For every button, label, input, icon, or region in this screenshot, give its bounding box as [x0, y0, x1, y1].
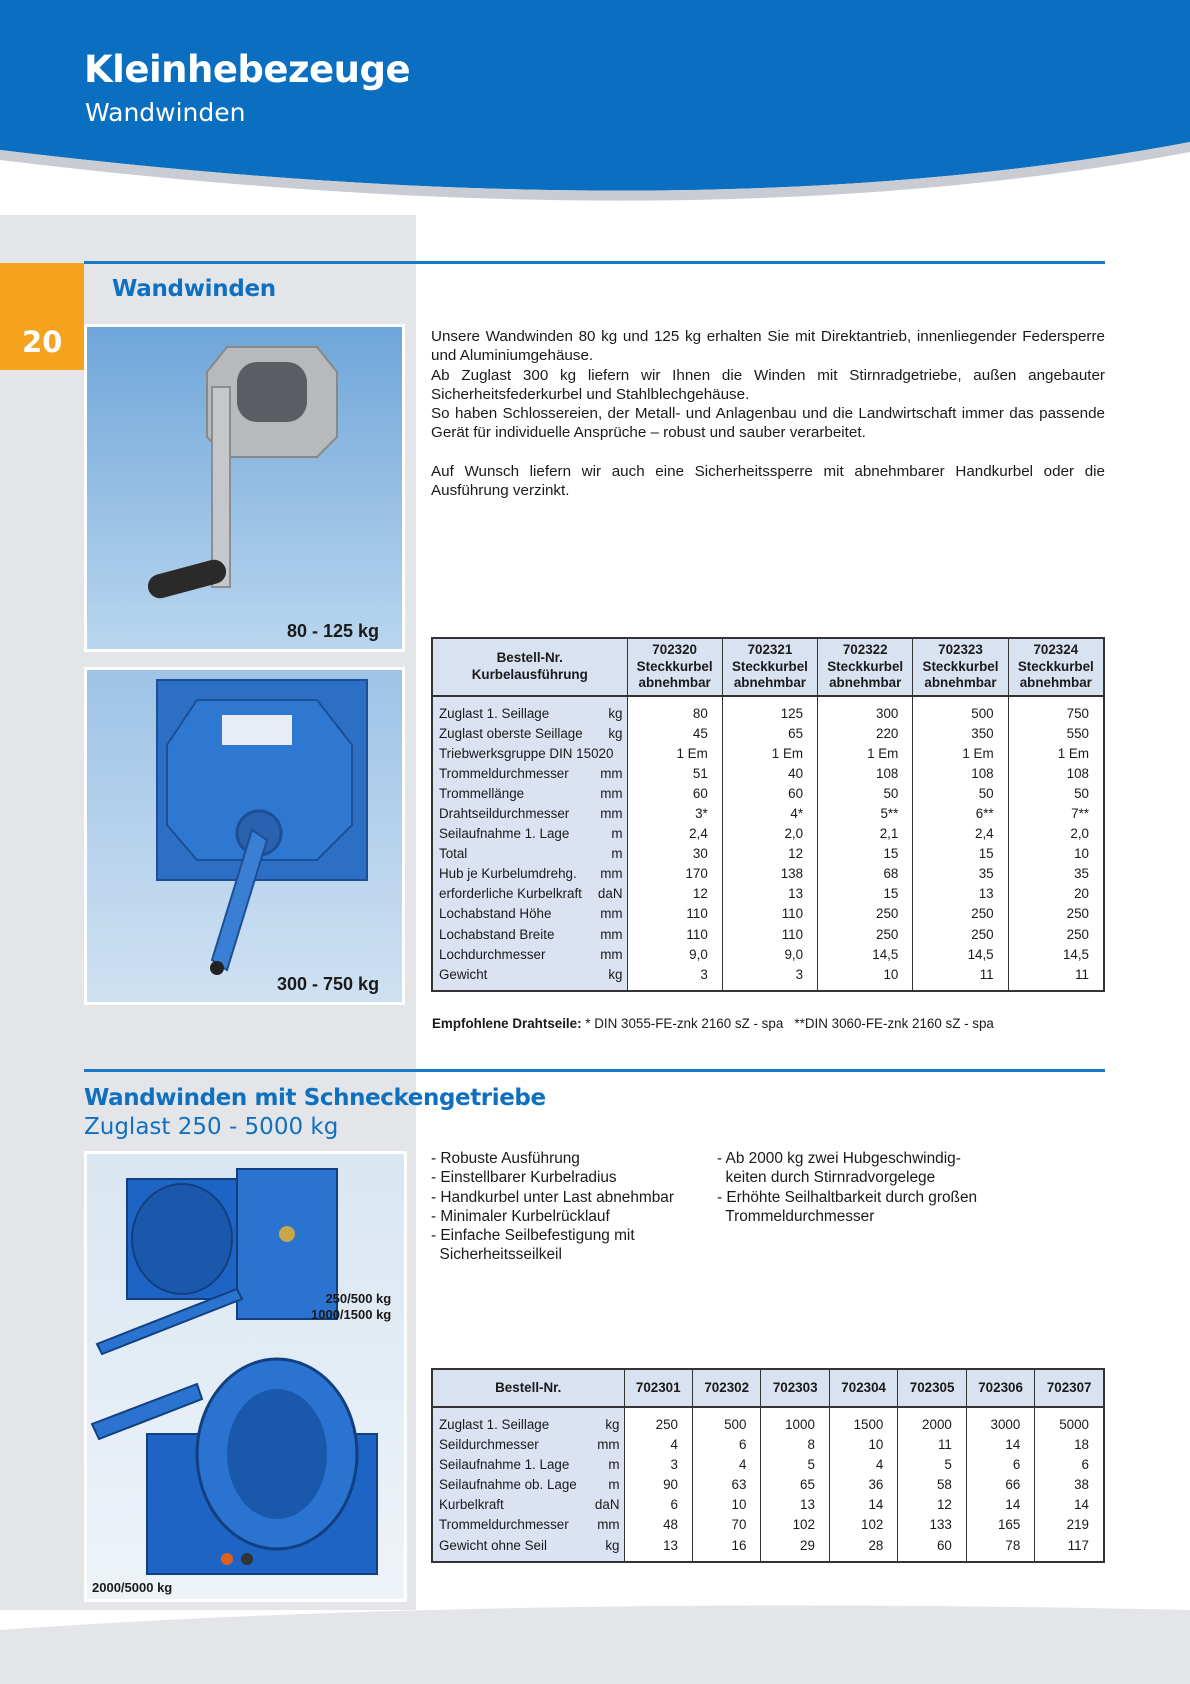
header-text: abnehmbar [1019, 675, 1092, 690]
row-label [432, 925, 627, 945]
row-label-text: Gewicht ohne Seil [439, 1537, 547, 1553]
table-cell: 250 [913, 925, 1008, 945]
table-row [432, 965, 1104, 985]
table-cell: 35 [913, 864, 1008, 884]
table-cell: 133 [898, 1515, 966, 1535]
table-header-cell: 702302 [692, 1369, 760, 1407]
row-unit: kg [608, 966, 623, 982]
table-cell: 108 [1008, 764, 1104, 784]
table-cell: 12 [898, 1495, 966, 1515]
table-row [432, 925, 1104, 945]
table-cell: 1 Em [1008, 744, 1104, 764]
table-cell: 4 [692, 1455, 760, 1475]
table-cell: 16 [692, 1536, 760, 1556]
table-header-cell: 702303 [761, 1369, 829, 1407]
row-unit: mm [600, 946, 623, 962]
row-label [432, 864, 627, 884]
table-cell: 15 [818, 884, 913, 904]
row-label-text: Seildurchmesser [439, 1437, 539, 1453]
header-text: 702321 [747, 642, 793, 657]
row-unit: daN [597, 886, 623, 902]
table-cell: 1 Em [818, 744, 913, 764]
row-label [432, 824, 627, 844]
table-cell: 58 [898, 1475, 966, 1495]
row-label [432, 1475, 624, 1495]
table-cell: 500 [913, 704, 1008, 724]
table-cell: 20 [1008, 884, 1104, 904]
product-photo-worm-winches [84, 1151, 407, 1602]
header-text: Steckkurbel [827, 658, 904, 674]
table-row [432, 724, 1104, 744]
row-label-text: Seilaufnahme ob. Lage [439, 1477, 577, 1493]
table-cell: 7** [1008, 804, 1104, 824]
feature-list-left [431, 1149, 674, 1265]
table-header-cell [722, 638, 817, 696]
row-label-text: Zuglast 1. Seillage [439, 1417, 550, 1432]
section-title-schnecken: Wandwinden mit Schneckengetriebe [84, 1085, 546, 1111]
header-text: Steckkurbel [636, 658, 713, 674]
header-text: Kurbelausführung [471, 666, 588, 682]
table-cell: 250 [624, 1415, 692, 1435]
row-label [432, 764, 627, 784]
intro-paragraph: Auf Wunsch liefern wir auch eine Sicherheitssperre mit abnehmbarer Handkurbel oder die Ausführung verzinkt. [431, 462, 1105, 500]
intro-paragraph: Unsere Wandwinden 80 kg und 125 kg erhalten Sie mit Direktantrieb, innenliegender Federsperre und Aluminiumgehäuse. [431, 328, 1105, 365]
table-cell: 60 [722, 784, 817, 804]
table-cell: 138 [722, 864, 817, 884]
table-cell: 12 [722, 844, 817, 864]
table-header-cell [818, 638, 913, 696]
table-row [432, 704, 1104, 724]
row-unit: m [608, 1457, 620, 1473]
table-cell: 30 [627, 844, 722, 864]
table-cell: 14 [829, 1495, 897, 1515]
table-cell: 60 [627, 784, 722, 804]
list-item: Trommeldurchmesser [717, 1207, 875, 1225]
table-cell: 3 [627, 965, 722, 985]
row-unit: mm [600, 805, 623, 821]
table-row [432, 784, 1104, 804]
header-text: 702322 [842, 642, 888, 657]
row-unit: mm [597, 1437, 620, 1453]
table-cell: 14 [1035, 1495, 1104, 1515]
recommend-label: Empfohlene Drahtseile: [432, 1016, 582, 1031]
product-photo-large-winch [84, 667, 405, 1005]
row-unit: mm [600, 926, 623, 942]
section-subtitle-zuglast: Zuglast 250 - 5000 kg [84, 1114, 339, 1140]
table-cell: 170 [627, 864, 722, 884]
page-number: 20 [22, 325, 63, 359]
table-cell: 117 [1035, 1536, 1104, 1556]
page-title: Kleinhebezeuge [84, 48, 411, 91]
table-cell: 250 [818, 925, 913, 945]
table-cell: 300 [818, 704, 913, 724]
table-cell: 5** [818, 804, 913, 824]
table-cell: 48 [624, 1515, 692, 1535]
table-header-row [432, 1369, 1104, 1407]
header-text: 702323 [938, 642, 983, 657]
table-row [432, 764, 1104, 784]
row-label-text: Kurbelkraft [439, 1497, 504, 1513]
table-header-label: Bestell-Nr. [432, 1369, 624, 1407]
table-cell: 6 [624, 1495, 692, 1515]
table-cell: 66 [966, 1475, 1034, 1495]
table-cell: 18 [1035, 1435, 1104, 1455]
table-cell: 50 [1008, 784, 1104, 804]
small-winch-image [87, 327, 402, 649]
row-label-text: Trommellänge [439, 785, 525, 801]
header-text: 702320 [652, 642, 697, 657]
row-label-text: Drahtseildurchmesser [439, 805, 570, 821]
row-label-text: Hub je Kurbelumdrehg. [439, 866, 577, 882]
table-row [432, 804, 1104, 824]
table-cell: 9,0 [722, 945, 817, 965]
row-unit: kg [608, 725, 623, 741]
table-cell: 45 [627, 724, 722, 744]
table-cell: 5 [761, 1455, 829, 1475]
table-cell: 11 [913, 965, 1008, 985]
table-cell: 29 [761, 1536, 829, 1556]
table-header-cell: 702305 [898, 1369, 966, 1407]
row-label-text: Seilaufnahme 1. Lage [439, 1457, 570, 1473]
table-cell: 2,4 [627, 824, 722, 844]
section-divider [84, 261, 1105, 264]
row-unit: kg [605, 1537, 620, 1553]
product-photo-small-winch [84, 324, 405, 652]
row-unit: kg [608, 705, 623, 721]
list-item: - Einfache Seilbefestigung mit [431, 1227, 635, 1245]
table-cell: 165 [966, 1515, 1034, 1535]
table-cell: 3 [722, 965, 817, 985]
table-cell: 10 [1008, 844, 1104, 864]
table-cell: 4 [829, 1455, 897, 1475]
row-unit: mm [600, 866, 623, 882]
row-label [432, 784, 627, 804]
row-unit: kg [605, 1417, 620, 1432]
table-row [432, 864, 1104, 884]
spec-table-schnecken [431, 1368, 1105, 1563]
table-header-label [432, 638, 627, 696]
row-label [432, 804, 627, 824]
table-cell: 38 [1035, 1475, 1104, 1495]
row-label [432, 1536, 624, 1556]
row-label-text: Trommeldurchmesser [439, 765, 569, 781]
table-cell: 14,5 [1008, 945, 1104, 965]
row-label [432, 1435, 624, 1455]
table-cell: 10 [829, 1435, 897, 1455]
photo-label-1000: 1000/1500 kg [311, 1307, 392, 1322]
table-row [432, 884, 1104, 904]
table-cell: 219 [1035, 1515, 1104, 1535]
table-cell: 60 [898, 1536, 966, 1556]
table-cell: 125 [722, 704, 817, 724]
header-text: Bestell-Nr. [496, 650, 563, 666]
page-subtitle: Wandwinden [85, 98, 246, 127]
section-title-wandwinden: Wandwinden [112, 276, 276, 302]
table-cell: 1 Em [722, 744, 817, 764]
table-cell: 12 [627, 884, 722, 904]
table-cell: 4* [722, 804, 817, 824]
row-label-text: Lochabstand Höhe [439, 906, 552, 922]
table-header-cell: 702306 [966, 1369, 1034, 1407]
table-row [432, 904, 1104, 924]
table-cell: 6** [913, 804, 1008, 824]
list-item: - Erhöhte Seilhaltbarkeit durch großen [717, 1188, 978, 1206]
intro-paragraph: Ab Zuglast 300 kg liefern wir Ihnen die Winden mit Stirnradgetriebe, außen angebauter Sicherheitsfederkurbel und Stahlblechgehäuse. [431, 366, 1105, 403]
row-label-text: Total [439, 846, 468, 862]
table-cell: 14,5 [818, 945, 913, 965]
row-label-text: Zuglast oberste Seillage [439, 725, 583, 741]
row-unit: daN [594, 1497, 620, 1513]
table-cell: 108 [818, 764, 913, 784]
row-label [432, 945, 627, 965]
list-item: - Handkurbel unter Last abnehmbar [431, 1188, 674, 1206]
table-cell: 35 [1008, 864, 1104, 884]
row-label [432, 965, 627, 985]
table-cell: 14,5 [913, 945, 1008, 965]
photo-label-group [311, 1291, 391, 1323]
table-cell: 1000 [761, 1415, 829, 1435]
recommended-ropes-note [432, 1016, 994, 1031]
table-cell: 5 [898, 1455, 966, 1475]
row-unit: m [608, 1477, 620, 1493]
header-text: abnehmbar [924, 675, 997, 690]
table-cell: 78 [966, 1536, 1034, 1556]
table-cell: 3000 [966, 1415, 1034, 1435]
table-cell: 1500 [829, 1415, 897, 1435]
table-cell: 80 [627, 704, 722, 724]
table-cell: 63 [692, 1475, 760, 1495]
row-label-text: Zuglast 1. Seillage [439, 705, 550, 721]
table-cell: 2000 [898, 1415, 966, 1435]
table-cell: 28 [829, 1536, 897, 1556]
table-cell: 14 [966, 1495, 1034, 1515]
table-cell: 50 [913, 784, 1008, 804]
recommend-text: * DIN 3055-FE-znk 2160 sZ - spa **DIN 3060-FE-znk 2160 sZ - spa [585, 1016, 994, 1031]
table-row [432, 1455, 1104, 1475]
table-row [432, 1475, 1104, 1495]
table-cell: 2,4 [913, 824, 1008, 844]
row-label-text: Trommeldurchmesser [439, 1517, 569, 1533]
row-label [432, 704, 627, 724]
row-unit: mm [600, 785, 623, 801]
table-cell: 68 [818, 864, 913, 884]
table-row [432, 1415, 1104, 1435]
table-row [432, 945, 1104, 965]
table-cell: 500 [692, 1415, 760, 1435]
row-label-text: erforderliche Kurbelkraft [439, 886, 582, 902]
table-cell: 36 [829, 1475, 897, 1495]
table-cell: 2,0 [1008, 824, 1104, 844]
table-cell: 110 [627, 925, 722, 945]
table-cell: 6 [1035, 1455, 1104, 1475]
table-cell: 50 [818, 784, 913, 804]
photo-label-250: 250/500 kg [325, 1291, 392, 1306]
table-cell: 51 [627, 764, 722, 784]
table-cell: 110 [722, 904, 817, 924]
table-cell: 65 [722, 724, 817, 744]
header-text: abnehmbar [829, 675, 902, 690]
table-cell: 11 [1008, 965, 1104, 985]
table-header-cell: 702307 [1035, 1369, 1104, 1407]
table-cell: 13 [913, 884, 1008, 904]
table-cell: 220 [818, 724, 913, 744]
table-cell: 70 [692, 1515, 760, 1535]
table-row [432, 744, 1104, 764]
table-cell: 350 [913, 724, 1008, 744]
row-label [432, 1495, 624, 1515]
table-header-cell [1008, 638, 1104, 696]
footer-wave [0, 1600, 1190, 1684]
photo-label-large: 300 - 750 kg [277, 974, 380, 994]
table-header-cell [913, 638, 1008, 696]
table-cell: 2,0 [722, 824, 817, 844]
table-cell: 1 Em [913, 744, 1008, 764]
table-cell: 250 [1008, 904, 1104, 924]
table-header-cell: 702304 [829, 1369, 897, 1407]
table-row [432, 824, 1104, 844]
row-unit: m [611, 846, 623, 862]
row-label-text: Triebwerksgruppe DIN 15020 [439, 745, 614, 761]
row-label [432, 884, 627, 904]
worm-winches-image [87, 1154, 404, 1599]
row-label-text: Gewicht [439, 966, 488, 982]
list-item: - Robuste Ausführung [431, 1150, 580, 1167]
intro-text [431, 327, 1105, 500]
photo-label-2000: 2000/5000 kg [92, 1580, 173, 1595]
table-cell: 250 [913, 904, 1008, 924]
table-cell: 6 [966, 1455, 1034, 1475]
photo-label-small: 80 - 125 kg [287, 621, 380, 641]
table-cell: 2,1 [818, 824, 913, 844]
table-cell: 108 [913, 764, 1008, 784]
table-cell: 550 [1008, 724, 1104, 744]
table-cell: 9,0 [627, 945, 722, 965]
table-row [432, 1495, 1104, 1515]
row-label [432, 1515, 624, 1535]
list-item: - Minimaler Kurbelrücklauf [431, 1207, 610, 1225]
table-header-cell: 702301 [624, 1369, 692, 1407]
header-text: Steckkurbel [731, 658, 808, 674]
section-divider [84, 1069, 1105, 1072]
table-cell: 1 Em [627, 744, 722, 764]
feature-list-right [717, 1149, 977, 1226]
table-cell: 15 [913, 844, 1008, 864]
table-cell: 14 [966, 1435, 1034, 1455]
table-header-row [432, 638, 1104, 696]
intro-paragraph: So haben Schlossereien, der Metall- und Anlagenbau und die Landwirtschaft immer das passende Gerät für individuelle Ansprüche – robust und sauber verarbeitet. [431, 405, 1105, 442]
header-text: abnehmbar [638, 675, 711, 690]
table-cell: 90 [624, 1475, 692, 1495]
table-cell: 110 [627, 904, 722, 924]
table-cell: 15 [818, 844, 913, 864]
row-label [432, 724, 627, 744]
row-unit: mm [600, 906, 623, 922]
table-cell: 4 [624, 1435, 692, 1455]
table-cell: 5000 [1035, 1415, 1104, 1435]
table-cell: 11 [898, 1435, 966, 1455]
table-row [432, 844, 1104, 864]
row-label [432, 1415, 624, 1435]
table-cell: 13 [761, 1495, 829, 1515]
header-band [0, 0, 1190, 215]
header-text: abnehmbar [733, 675, 807, 690]
large-winch-image [87, 670, 402, 1002]
row-label [432, 1455, 624, 1475]
row-label-text: Lochabstand Breite [439, 926, 555, 942]
header-text: Steckkurbel [1017, 658, 1094, 674]
table-header-cell [627, 638, 722, 696]
row-label-text: Seilaufnahme 1. Lage [439, 826, 570, 842]
table-cell: 102 [761, 1515, 829, 1535]
table-cell: 750 [1008, 704, 1104, 724]
list-item: keiten durch Stirnradvorgelege [717, 1169, 936, 1187]
table-row [432, 1536, 1104, 1556]
spec-table-wandwinden [431, 637, 1105, 992]
table-cell: 10 [818, 965, 913, 985]
list-item: - Ab 2000 kg zwei Hubgeschwindig- [717, 1150, 961, 1167]
table-cell: 40 [722, 764, 817, 784]
row-label [432, 744, 627, 764]
header-text: Steckkurbel [922, 658, 999, 674]
row-unit: mm [600, 765, 623, 781]
table-cell: 10 [692, 1495, 760, 1515]
table-cell: 102 [829, 1515, 897, 1535]
row-label [432, 904, 627, 924]
row-unit: mm [597, 1517, 620, 1533]
table-row [432, 1435, 1104, 1455]
row-label-text: Lochdurchmesser [439, 946, 546, 962]
table-cell: 13 [722, 884, 817, 904]
table-cell: 8 [761, 1435, 829, 1455]
table-cell: 13 [624, 1536, 692, 1556]
header-text: 702324 [1033, 642, 1079, 657]
table-cell: 250 [818, 904, 913, 924]
table-cell: 110 [722, 925, 817, 945]
table-row [432, 1515, 1104, 1535]
list-item: - Einstellbarer Kurbelradius [431, 1169, 617, 1187]
table-cell: 3* [627, 804, 722, 824]
table-cell: 65 [761, 1475, 829, 1495]
row-label [432, 844, 627, 864]
table-cell: 6 [692, 1435, 760, 1455]
table-cell: 3 [624, 1455, 692, 1475]
table-cell: 250 [1008, 925, 1104, 945]
row-unit: m [611, 826, 623, 842]
list-item: Sicherheitsseilkeil [431, 1246, 562, 1264]
